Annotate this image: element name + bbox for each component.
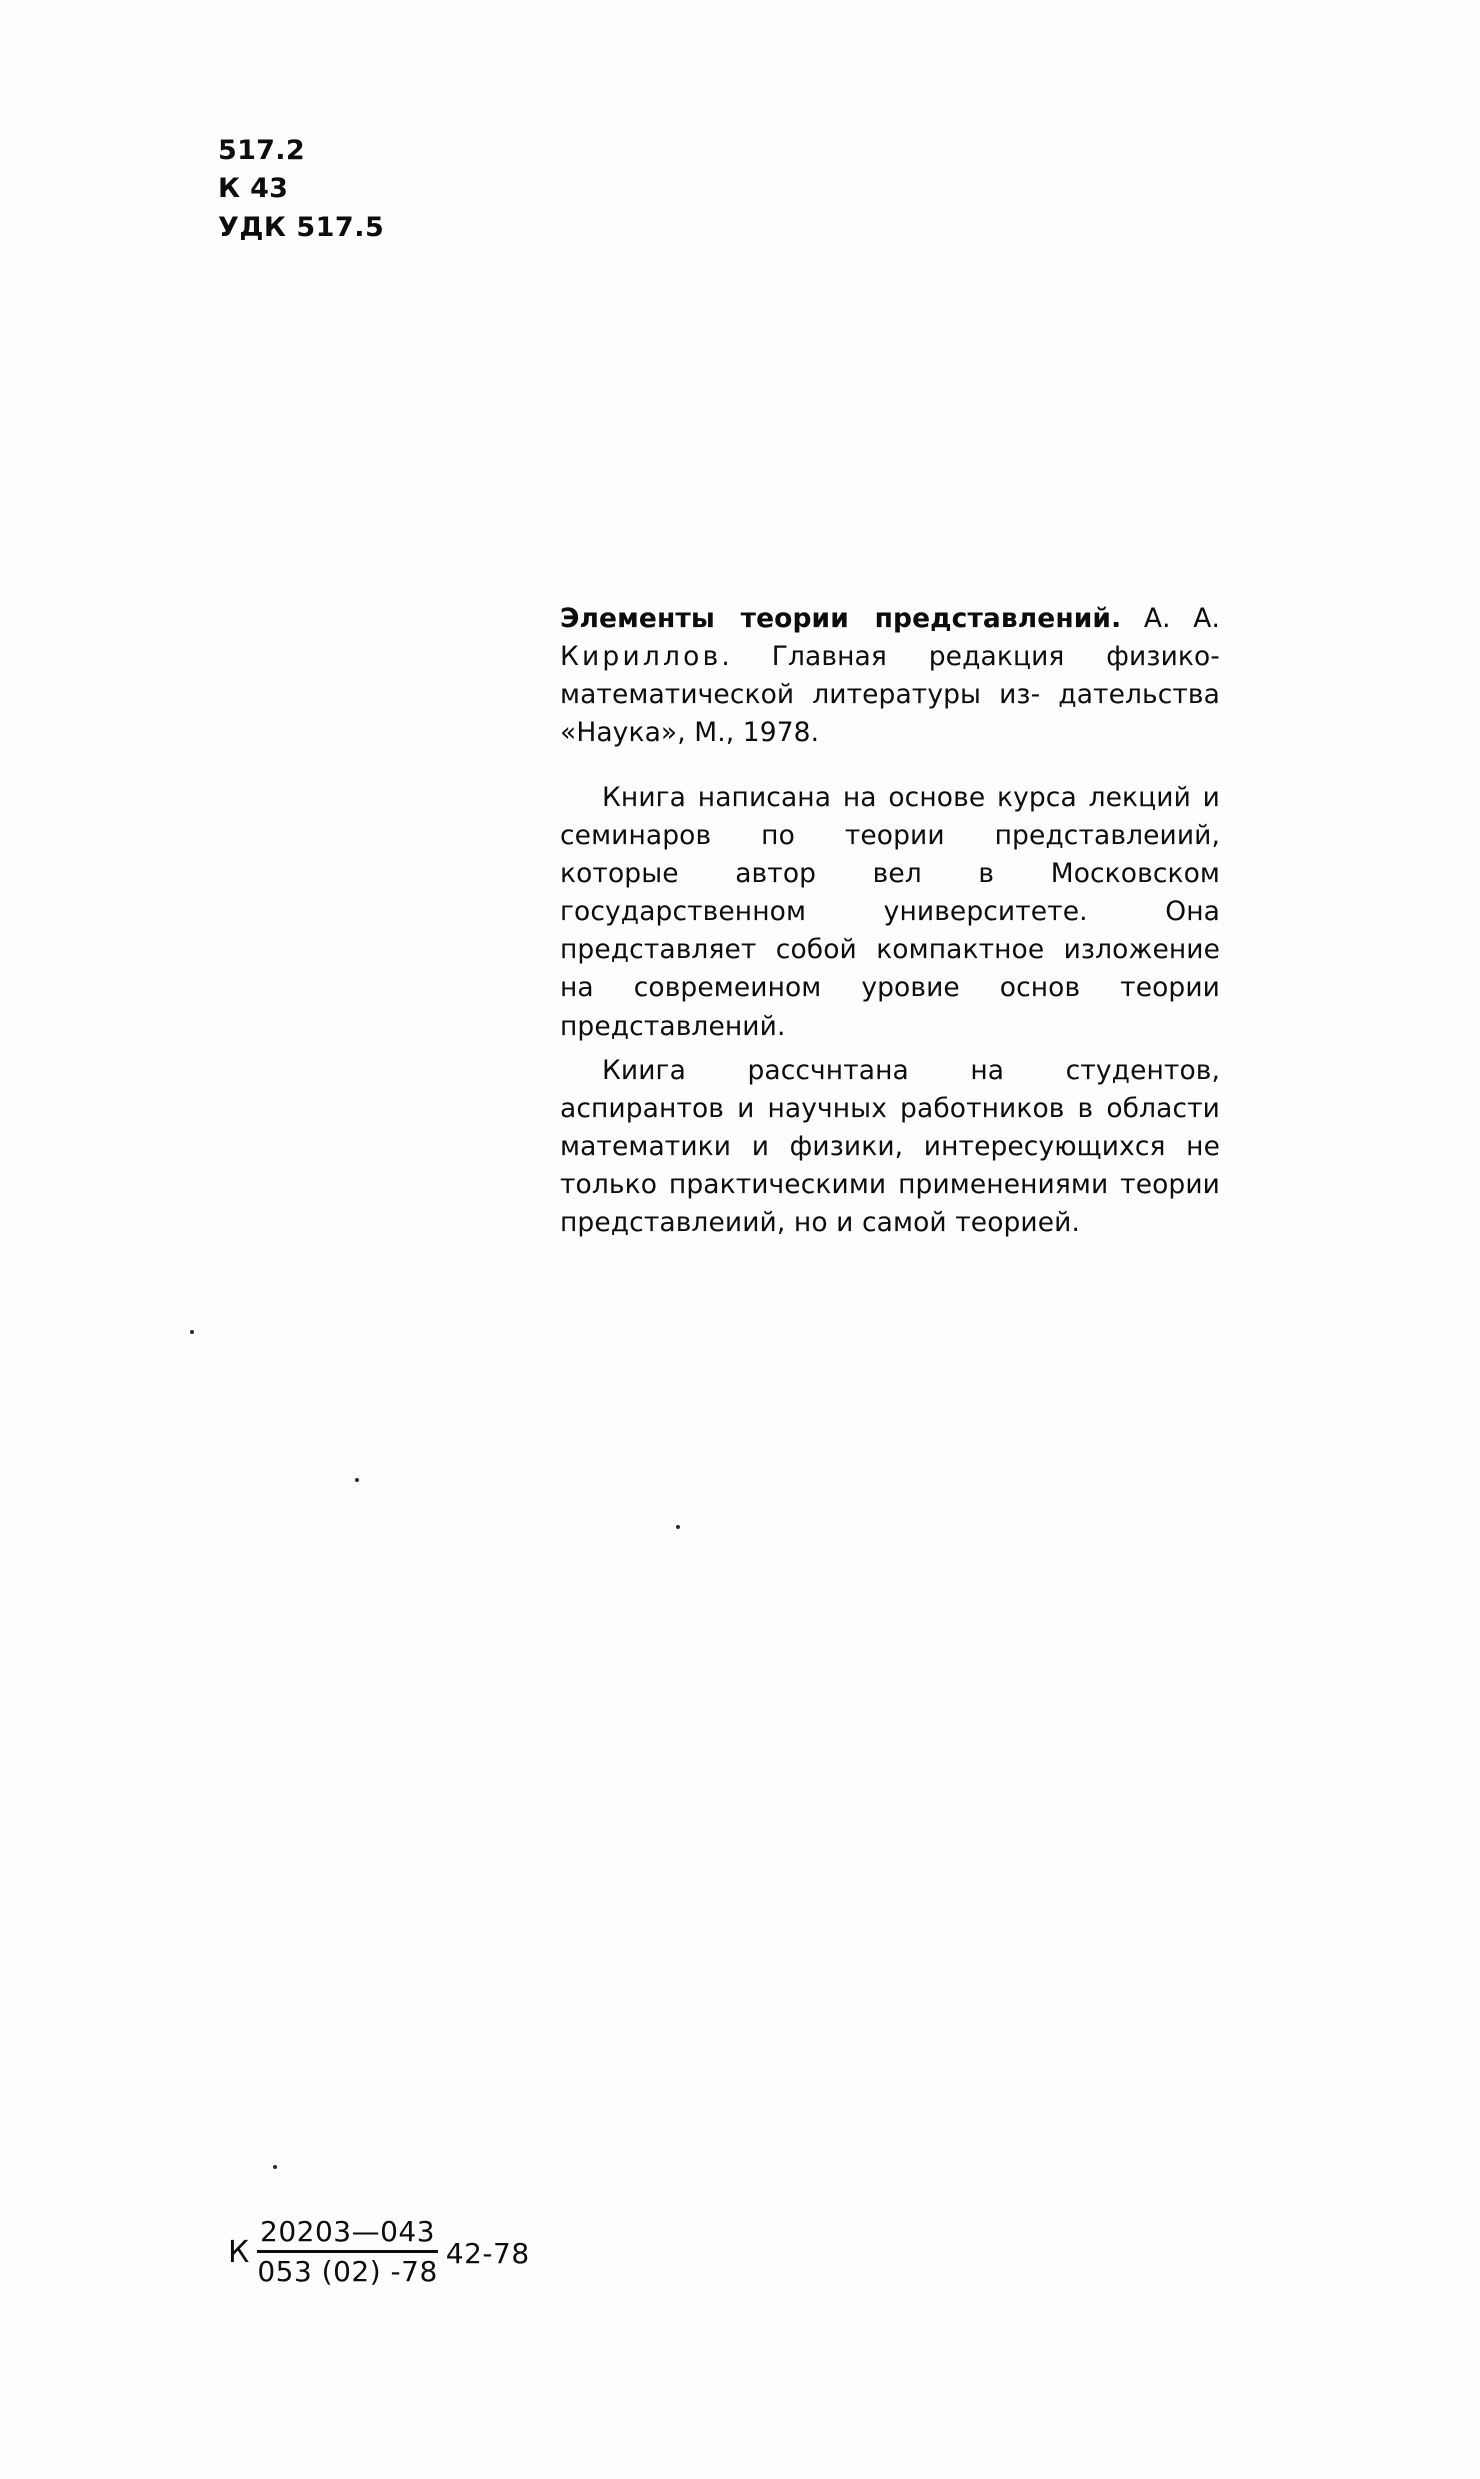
annotation-bibliographic-entry [560, 600, 1220, 753]
publisher-phrase: . Главная редакция [721, 641, 1065, 673]
publisher-line-3: дательства «Наука», М., 1978. [560, 679, 1220, 749]
publisher-line-2: физико-математической литературы из- [560, 641, 1220, 711]
imprint-year-code: 42-78 [445, 2237, 530, 2271]
classification-block [218, 132, 384, 247]
imprint-code [228, 2216, 530, 2288]
imprint-letter: К [228, 2235, 250, 2271]
annotation-paragraph-1: Книга написана на основе курса лекций и семинаров по теории представлеиий, которые автор вел в Московском государственном университете. Она представляет собой компактное изложение на совремеином уровие основ теории представлений. [560, 781, 1220, 1042]
ink-speck [273, 2165, 277, 2169]
book-title-word-1: Элементы [560, 603, 715, 634]
udk-line: УДК 517.5 [218, 211, 385, 243]
imprint-fraction [257, 2216, 437, 2288]
book-title-word-2: теории [740, 603, 849, 634]
annotation-paragraph-2: Киига рассчнтана на студентов, аспирантов и научных работников в области математики и физики, интересующихся не только практическими применениями теории представлеиий, но и самой теорией. [560, 1054, 1220, 1239]
author-surname: Кириллов [560, 641, 722, 673]
annotation-block [560, 600, 1220, 1243]
udc-class-line: 517.2 [218, 135, 305, 166]
imprint-numerator: 20203—043 [260, 2215, 436, 2248]
author-mark-line: К 43 [218, 173, 289, 205]
book-title-word-3: представлений. [874, 603, 1122, 634]
imprint-denominator: 053 (02) -78 [257, 2255, 438, 2289]
ink-speck [355, 1478, 359, 1482]
ink-speck [676, 1525, 680, 1529]
author-initials: А. А. [1143, 603, 1221, 634]
fraction-bar [257, 2250, 437, 2253]
ink-speck [190, 1330, 194, 1334]
